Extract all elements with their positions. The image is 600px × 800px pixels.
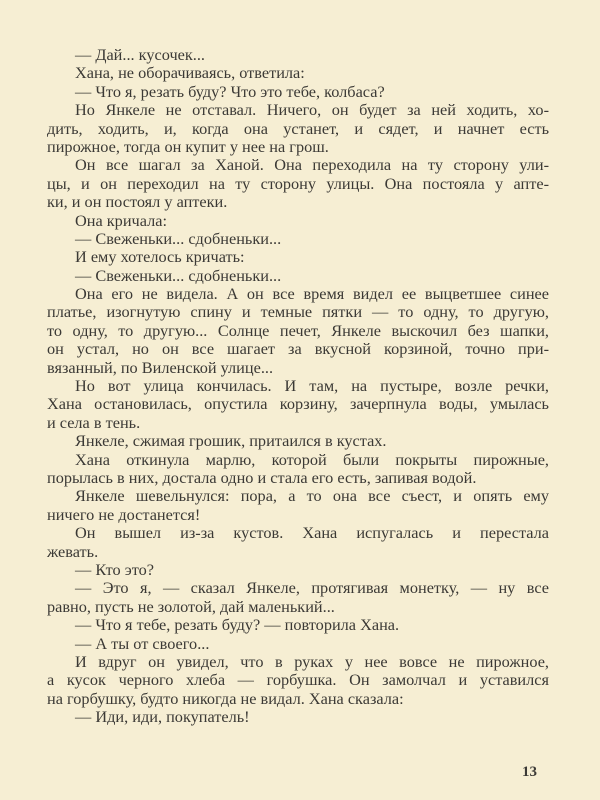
text-line: то одну, то другую... Солнце печет, Янкеле выскочил без шапки, xyxy=(47,320,549,340)
text-line: платье, изогнутую спину и темные пятки — то одну, то другую, xyxy=(47,302,549,322)
text-line: на горбушку, будто никогда не видал. Хана сказала: xyxy=(47,688,404,708)
text-line: Хана остановилась, опустила корзину, зачерпнула воды, умылась xyxy=(47,394,549,414)
text-line: Янкеле, сжимая грошик, притаился в кустах. xyxy=(75,431,387,451)
text-line: равно, пусть не золотой, дай маленький... xyxy=(47,596,335,616)
text-line: пирожное, тогда он купит у нее на грош. xyxy=(47,136,329,156)
text-line: — Что я тебе, резать буду? — повторила Хана. xyxy=(75,615,400,635)
text-line: Он вышел из-за кустов. Хана испугалась и перестала xyxy=(75,523,549,543)
text-line: Она кричала: xyxy=(75,210,167,230)
text-line: И вдруг он увидел, что в руках у нее вовсе не пирожное, xyxy=(75,651,549,671)
text-line: — Что я, резать буду? Что это тебе, колбаса? xyxy=(75,81,385,101)
text-line: вязанный, по Виленской улице... xyxy=(47,357,274,377)
text-line: дить, ходить, и, когда она устанет, и сядет, и начнет есть xyxy=(47,118,549,138)
text-line: — Свеженьки... сдобненьки... xyxy=(75,265,282,285)
text-line: жевать. xyxy=(47,541,99,561)
text-line: цы, и он переходил на ту сторону улицы. Она постояла у апте- xyxy=(47,173,549,193)
text-line: — Это я, — сказал Янкеле, протягивая монетку, — ну все xyxy=(75,578,549,598)
text-line: Хана, не оборачиваясь, ответила: xyxy=(75,63,305,83)
text-line: Но Янкеле не отставал. Ничего, он будет за ней ходить, хо- xyxy=(75,100,549,120)
text-line: ки, и он постоял у аптеки. xyxy=(47,192,228,212)
text-line: Но вот улица кончилась. И там, на пустыре, возле речки, xyxy=(75,376,549,396)
text-line: он устал, но он все шагает за вкусной корзиной, точно при- xyxy=(47,339,549,359)
text-line: — А ты от своего... xyxy=(75,633,210,653)
text-line: И ему хотелось кричать: xyxy=(75,247,245,267)
text-line: а кусок черного хлеба — горбушка. Он замолчал и уставился xyxy=(47,670,549,690)
page-number: 13 xyxy=(522,764,537,780)
text-line: ничего не достанется! xyxy=(47,504,201,524)
page-body-text xyxy=(47,46,549,726)
text-line: Хана откинула марлю, которой были покрыты пирожные, xyxy=(75,449,549,469)
text-line: и села в тень. xyxy=(47,412,141,432)
text-line: порылась в них, достала одно и стала его есть, запивая водой. xyxy=(47,467,477,487)
text-line: Она его не видела. А он все время видел ее выцветшее синее xyxy=(75,284,549,304)
text-line: — Иди, иди, покупатель! xyxy=(75,707,250,727)
text-line: — Дай... кусочек... xyxy=(75,45,205,64)
text-line: Янкеле шевельнулся: пора, а то она все съест, и опять ему xyxy=(75,486,549,506)
text-line: Он все шагал за Ханой. Она переходила на ту сторону ули- xyxy=(75,155,549,175)
text-line: — Свеженьки... сдобненьки... xyxy=(75,228,282,248)
text-line: — Кто это? xyxy=(75,559,154,579)
